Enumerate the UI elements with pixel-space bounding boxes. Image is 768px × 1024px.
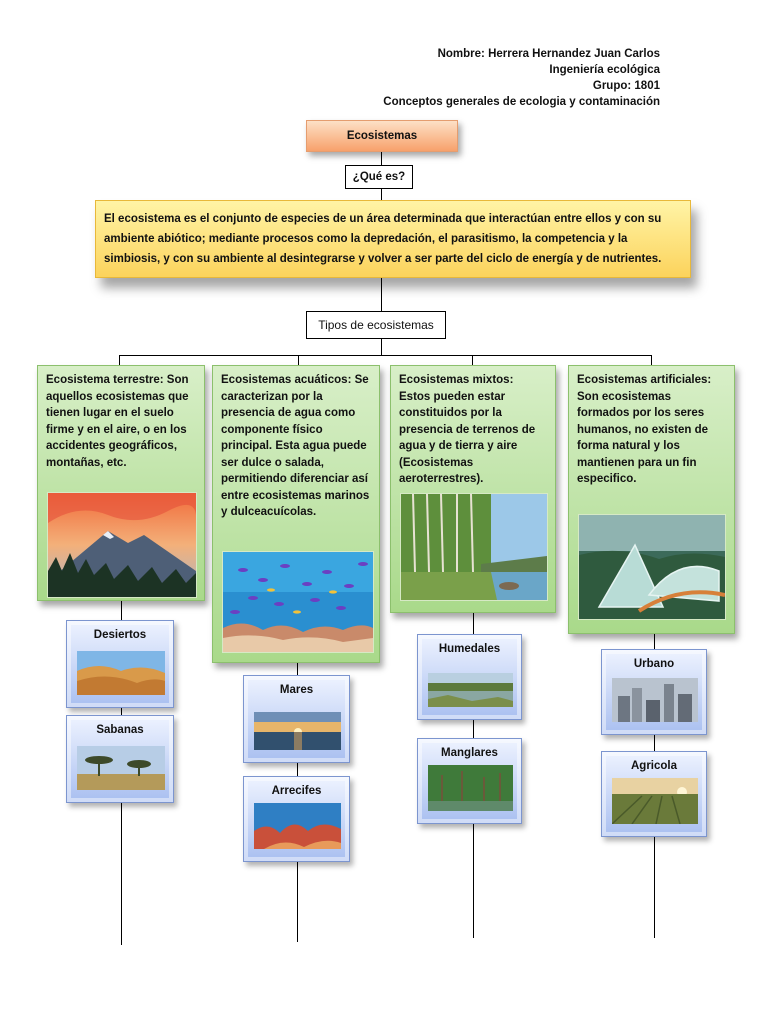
sea-sunset-photo bbox=[254, 712, 341, 750]
category-terrestrial-text: Ecosistema terrestre: Son aquellos ecosistemas que tienen lugar en el suelo firme y en el aire, o en los accidentes geográficos, montañas, etc. bbox=[46, 374, 189, 469]
connector-question-definition bbox=[381, 189, 382, 200]
group-number: Grupo: 1801 bbox=[592, 80, 660, 92]
subtype-urbano-label: Urbano bbox=[633, 658, 675, 670]
connector-branch-horizontal bbox=[119, 355, 652, 356]
wetland-photo bbox=[428, 673, 513, 707]
subtype-sabanas-label: Sabanas bbox=[96, 724, 144, 736]
subtype-humedales-label: Humedales bbox=[438, 643, 501, 655]
subtype-urbano bbox=[601, 649, 707, 735]
student-name: Nombre: Herrera Hernandez Juan Carlos bbox=[437, 48, 660, 60]
subtype-sabanas bbox=[66, 715, 174, 803]
ecosystems-title-box: Ecosistemas bbox=[306, 120, 458, 152]
greenhouse-building-photo bbox=[578, 514, 726, 620]
subtype-arrecifes bbox=[243, 776, 350, 862]
question-box: ¿Qué es? bbox=[345, 165, 413, 189]
coral-reef-photo bbox=[254, 803, 341, 849]
category-artificial bbox=[568, 365, 735, 634]
types-of-ecosystems-box: Tipos de ecosistemas bbox=[306, 311, 446, 339]
subtype-agricola bbox=[601, 751, 707, 837]
connector-branch-3 bbox=[472, 355, 473, 365]
subtype-desiertos-label: Desiertos bbox=[93, 629, 147, 641]
subtype-manglares-label: Manglares bbox=[441, 747, 498, 759]
category-aquatic bbox=[212, 365, 380, 663]
subtype-mares-label: Mares bbox=[279, 684, 314, 696]
reef-fish-photo bbox=[222, 551, 374, 653]
subtype-agricola-label: Agricola bbox=[630, 760, 677, 772]
subtype-mares bbox=[243, 675, 350, 763]
category-artificial-text: Ecosistemas artificiales: Son ecosistemas formados por los seres humanos, no existen de forma natural y los mantienen para un fin especifico. bbox=[577, 374, 712, 485]
connector-types-branch bbox=[381, 339, 382, 355]
subtype-manglares bbox=[417, 738, 522, 824]
desert-dunes-photo bbox=[77, 651, 165, 695]
category-mixed-text: Ecosistemas mixtos: Estos pueden estar constituidos por la presencia de terrenos de agua y de tierra y aire (Ecosistemas aeroterrestres). bbox=[399, 374, 536, 485]
connector-branch-2 bbox=[298, 355, 299, 365]
student-header bbox=[260, 46, 660, 110]
career-name: Ingeniería ecológica bbox=[549, 64, 660, 76]
farm-field-photo bbox=[612, 778, 698, 824]
subtype-arrecifes-label: Arrecifes bbox=[271, 785, 322, 797]
subtype-desiertos bbox=[66, 620, 174, 708]
forest-lake-photo bbox=[400, 493, 548, 601]
mountain-sunset-photo bbox=[47, 492, 197, 598]
connector-branch-4 bbox=[651, 355, 652, 365]
subject-name: Conceptos generales de ecologia y contaminación bbox=[383, 96, 660, 108]
savanna-acacia-photo bbox=[77, 746, 165, 790]
city-skyline-photo bbox=[612, 678, 698, 722]
category-terrestrial bbox=[37, 365, 205, 601]
connector-branch-1 bbox=[119, 355, 120, 365]
category-aquatic-text: Ecosistemas acuáticos: Se caracterizan por la presencia de agua como componente físico principal. Esta agua puede ser dulce o salada, permitiendo diferenciar así entre ecosistemas marinos y dulceacuícolas. bbox=[221, 374, 370, 518]
subtype-humedales bbox=[417, 634, 522, 720]
mangrove-photo bbox=[428, 765, 513, 811]
connector-title-question bbox=[381, 152, 382, 165]
category-mixed bbox=[390, 365, 556, 613]
definition-box: El ecosistema es el conjunto de especies de un área determinada que interactúan entre ellos y con su ambiente abiótico; mediante procesos como la depredación, el parasitismo, la competencia y la simbiosis, y con su ambiente al desintegrarse y volver a ser parte del ciclo de energía y de nutrientes. bbox=[95, 200, 691, 278]
connector-definition-types bbox=[381, 278, 382, 311]
